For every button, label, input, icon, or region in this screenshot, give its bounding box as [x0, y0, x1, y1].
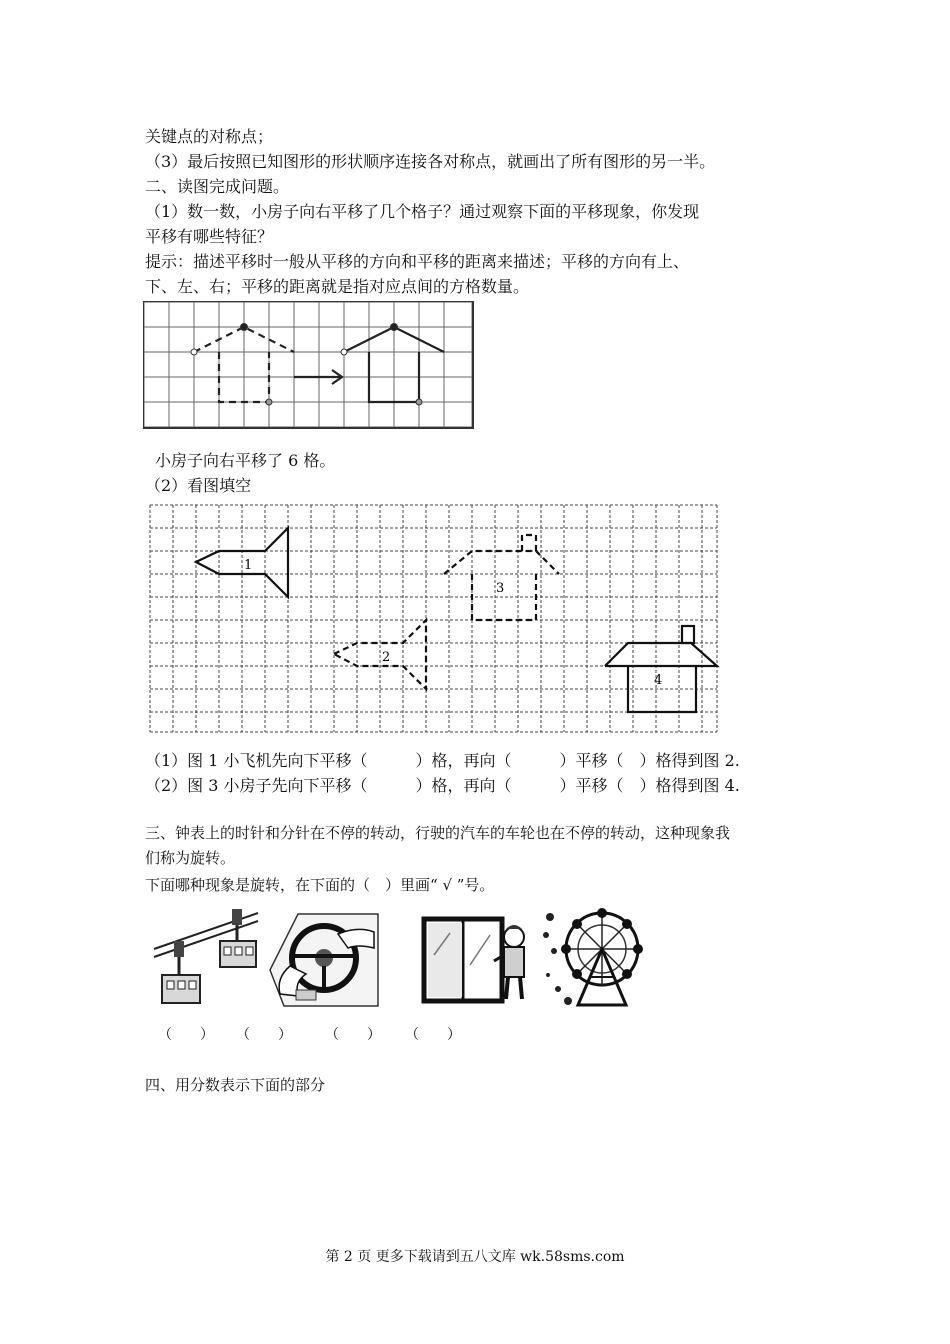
sliding-window-picture: [420, 915, 530, 1007]
text-line: 关键点的对称点；: [145, 127, 274, 146]
fill-blank-question: （2）图 3 小房子先向下平移（ ）格，再向（ ）平移（ ）格得到图 4.: [145, 776, 740, 795]
answer-blank[interactable]: （ ）: [158, 1027, 214, 1043]
translation-grid-2: [148, 503, 720, 735]
figure-label: 3: [496, 581, 505, 596]
ferris-wheel-picture: [540, 905, 648, 1009]
answer-blank[interactable]: （ ）: [405, 1027, 461, 1043]
answer-blank[interactable]: （ ）: [325, 1027, 381, 1043]
translation-arrow-icon: [294, 370, 342, 384]
translation-grid-1: [143, 301, 475, 431]
house-figure-3: [444, 535, 559, 620]
hint-text: 下、左、右；平移的距离就是指对应点间的方格数量。: [145, 277, 530, 296]
text-line: （3）最后按照已知图形的形状顺序连接各对称点，就画出了所有图形的另一半。: [145, 152, 716, 171]
figure-label: 2: [382, 650, 391, 665]
answer-blank[interactable]: （ ）: [236, 1027, 292, 1043]
fill-blank-question: （1）图 1 小飞机先向下平移（ ）格，再向（ ）平移（ ）格得到图 2.: [145, 751, 740, 770]
house-figure-4: [605, 626, 717, 712]
figure-label: 1: [244, 558, 253, 573]
question-text: 下面哪种现象是旋转，在下面的（ ）里画“ √ ”号。: [145, 876, 495, 894]
hint-text: 提示：描述平移时一般从平移的方向和平移的距离来描述；平移的方向有上、: [145, 252, 690, 271]
question-text: （1）数一数，小房子向右平移了几个格子？通过观察下面的平移现象，你发现: [145, 202, 700, 221]
answer-text: 小房子向右平移了 6 格。: [155, 451, 336, 470]
question-text: 平移有哪些特征？: [145, 227, 274, 246]
text-line: 们称为旋转。: [145, 849, 236, 867]
steering-wheel-picture: [268, 908, 380, 1008]
question-text: （2）看图填空: [145, 476, 252, 495]
cable-car-picture: [152, 905, 260, 1009]
page-footer: 第 2 页 更多下载请到五八文库 wk.58sms.com: [325, 1249, 625, 1265]
figure-label: 4: [654, 673, 663, 688]
section-heading: 四、用分数表示下面的部分: [145, 1076, 326, 1094]
section-heading: 三、钟表上的时针和分针在不停的转动，行驶的汽车的车轮也在不停的转动，这种现象我: [145, 824, 731, 842]
section-heading: 二、读图完成问题。: [145, 177, 290, 196]
